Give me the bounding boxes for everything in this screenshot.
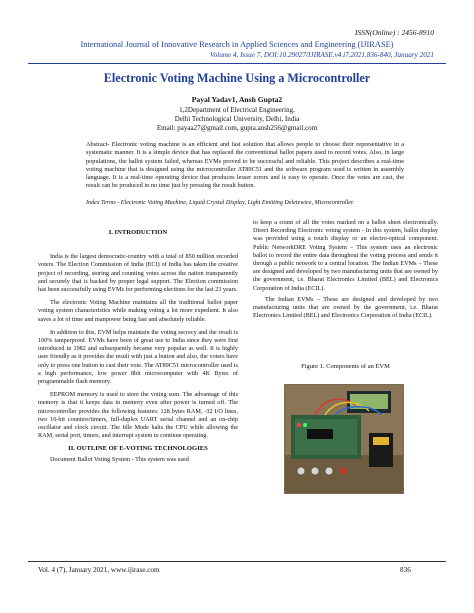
affiliation-university: Delhi Technological University, Delhi, India xyxy=(174,115,300,123)
paper-authors: Payal Yadav1, Ansh Gupta2 xyxy=(191,95,283,104)
intro-paragraph-3: In addition to this, EVM helps maintain the voting secrecy and the result is 100% tamperproof. EVMs have been of great use to India since they were first introduced in 1982 and subsequently became very popular as well. It is highly user friendly as it provides the result with just a button and also, the voters have only to press one button to cast their vote. The AT89C51 microcontroller used is a high performance, low power 8bit microcomputer with 4K Bytes of programmable flash memory. xyxy=(38,328,238,386)
evm-components-photo xyxy=(284,384,404,494)
journal-name: International Journal of Innovative Research in Applied Sciences and Engineering (IJIRASE) xyxy=(80,40,394,49)
index-terms: Index Terms - Electronic Voting Machine, Liquid Crystal Display, Light Emitting Deletewice, Microcontroller. xyxy=(86,200,355,206)
right-column xyxy=(253,219,438,298)
intro-paragraph-4: EEPROM memory is used to store the voting sum. The advantage of this memory is that it keeps data in memory even after power is turned off. The microcontroller provides the following features: 128 bytes RAM, -32 I/O lines, two 16-bit counters/timers, full-duplex UART serial channel and an on-chip oscillator and clock circuit. The Idle Mode halts the CPU while allowing the RAM, serial port, timers, and interrupt system to continue operating. xyxy=(38,391,238,440)
intro-paragraph-2: The electronic Voting Machine maintains all the traditional ballot paper voting system characteristics while making voting a lot more expedient. It also saves a lot of time and manpower being fast and absolutely reliable. xyxy=(38,299,238,323)
section-heading-outline: II. OUTLINE OF E-VOTING TECHNOLOGIES xyxy=(68,445,208,453)
figure-caption: Figure 1. Components of an EVM xyxy=(301,363,390,370)
page-number: 836 xyxy=(400,566,411,574)
right-column-continued xyxy=(253,296,438,326)
outline-paragraph-1: Document Ballot Voting System - This system was used xyxy=(50,455,189,463)
right-paragraph-2: The Indian EVMs – These are designed and developed by two manufacturing units that are owned by the government, i.e. Bharat Electronics Limited (BEL) and Electronics Corporation of India (ECIL). xyxy=(253,296,438,320)
footer-divider xyxy=(28,561,446,562)
header-divider xyxy=(28,63,446,64)
affiliation-dept: 1,2Department of Electrical Engineering, xyxy=(179,106,295,114)
section-heading-introduction: I. INTRODUCTION xyxy=(108,229,168,236)
left-column xyxy=(38,226,238,469)
right-paragraph-1: to keep a count of all the votes marked on a ballot sheet electronically. Direct Recording Electronic voting system - In this system, ballot display was provided using a touch display or an electro-optical component. Public NetworkDRE Voting System – This system uses an electronic ballot to record the entire data throughout the voting process and sends it through a public network to a central location. The Indian EVMs – These are designed and developed by two manufacturing units that are owned by the government, i.e. Bharat Electronics Limited (BEL) and Electronics Corporation of India (ECIL). xyxy=(253,219,438,292)
intro-paragraph-1: India is the largest democratic-country with a total of 850 million recorded voters. The Election Commission of India (ECI) of India has taken the creative project of recording, storing and counting votes across the nation transparently and securely that is backed by proper legal support. The Election commission has been successfully using EVMs for performing elections for the last 23 years. xyxy=(38,253,238,294)
paper-title: Electronic Voting Machine Using a Microcontroller xyxy=(103,71,371,85)
footer-citation: Vol. 4 (7), January 2021, www.ijirase.com xyxy=(38,566,160,574)
issn-line: ISSN(Online) : 2456-8910 xyxy=(354,28,434,37)
abstract: Abstract- Electronic voting machine is an efficient and fast solution that allows people to choose their representative in a systematic manner. It is a simple device that has replaced the conventional ballot papers used to record votes. Also, in large populations, the ballot system failed, whereas EVMs proved to be successful and reliable. This project describes a real-time voting machine that is designed using the microcontroller AT89C51 and the software program used is written in assembly language. It is a real-time operating device that produces lesser errors and is easy to operate. Once the votes are cast, the result can be produced in no time just by pressing the result button. xyxy=(86,141,404,190)
volume-line: Volume 4, Issue 7, DOI:10.29027/IJIRASE.v4.i7.2021.836-840, January 2021 xyxy=(210,51,434,59)
affiliation-email: Email: payaa27@gmail.com, gupta.ansh256@gmail.com xyxy=(156,124,318,132)
